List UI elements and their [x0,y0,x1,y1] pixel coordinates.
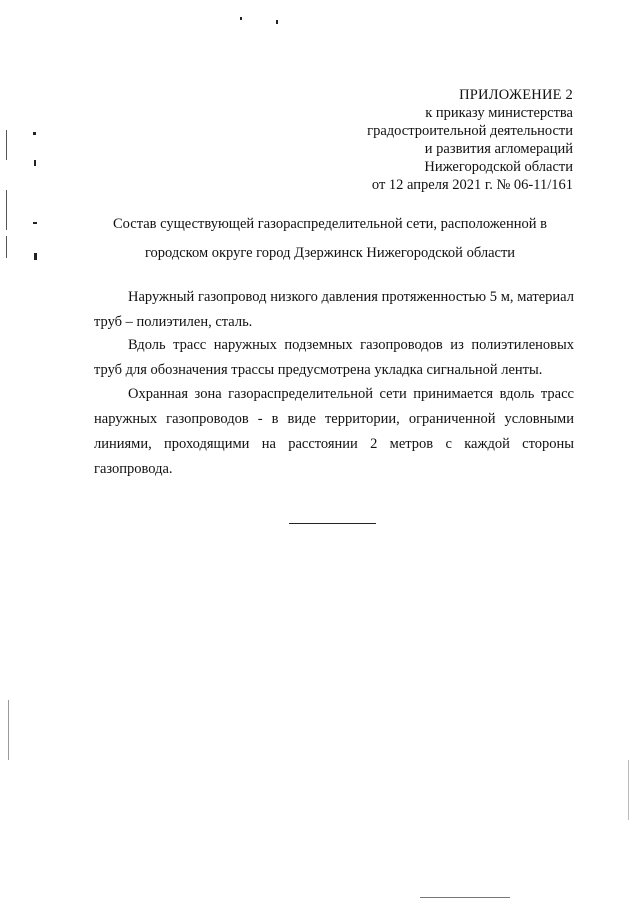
end-divider [289,523,376,524]
scan-edge-line [6,236,7,258]
scan-mark [33,222,37,224]
header-line: и развития агломераций [424,141,573,157]
header-line: от 12 апреля 2021 г. № 06-11/161 [371,177,573,193]
scan-edge-line [6,190,7,230]
scan-edge-line [6,130,7,160]
header-line: к приказу министерства [425,105,573,121]
scan-edge-line [8,700,9,760]
scan-bottom-line [420,897,510,898]
scan-mark [34,253,37,260]
title-line-2: городском округе город Дзержинск Нижегородской области [144,245,516,261]
scan-edge-line [628,760,629,820]
scan-mark [240,17,242,20]
scan-mark [33,132,36,135]
header-line: градостроительной деятельности [367,123,573,139]
scan-mark [276,20,278,24]
paragraph-pipeline: Наружный газопровод низкого давления протяженностью 5 м, материал труб – полиэтилен, сталь. [94,289,574,330]
paragraph-protection-zone: Охранная зона газораспределительной сети принимается вдоль трасс наружных газопроводов - в виде территории, ограниченной условными линиями, проходящими на расстоянии 2 метров с каждой стороны газопровода. [94,386,574,477]
scan-mark [34,160,36,166]
header-line: Нижегородской области [424,159,573,175]
document-title [80,210,580,268]
appendix-title: ПРИЛОЖЕНИЕ 2 [459,87,573,103]
title-line-1: Состав существующей газораспределительной сети, расположенной в [113,216,547,232]
paragraph-signal-tape: Вдоль трасс наружных подземных газопроводов из полиэтиленовых труб для обозначения трассы предусмотрена укладка сигнальной ленты. [94,337,574,378]
appendix-header [367,86,573,194]
